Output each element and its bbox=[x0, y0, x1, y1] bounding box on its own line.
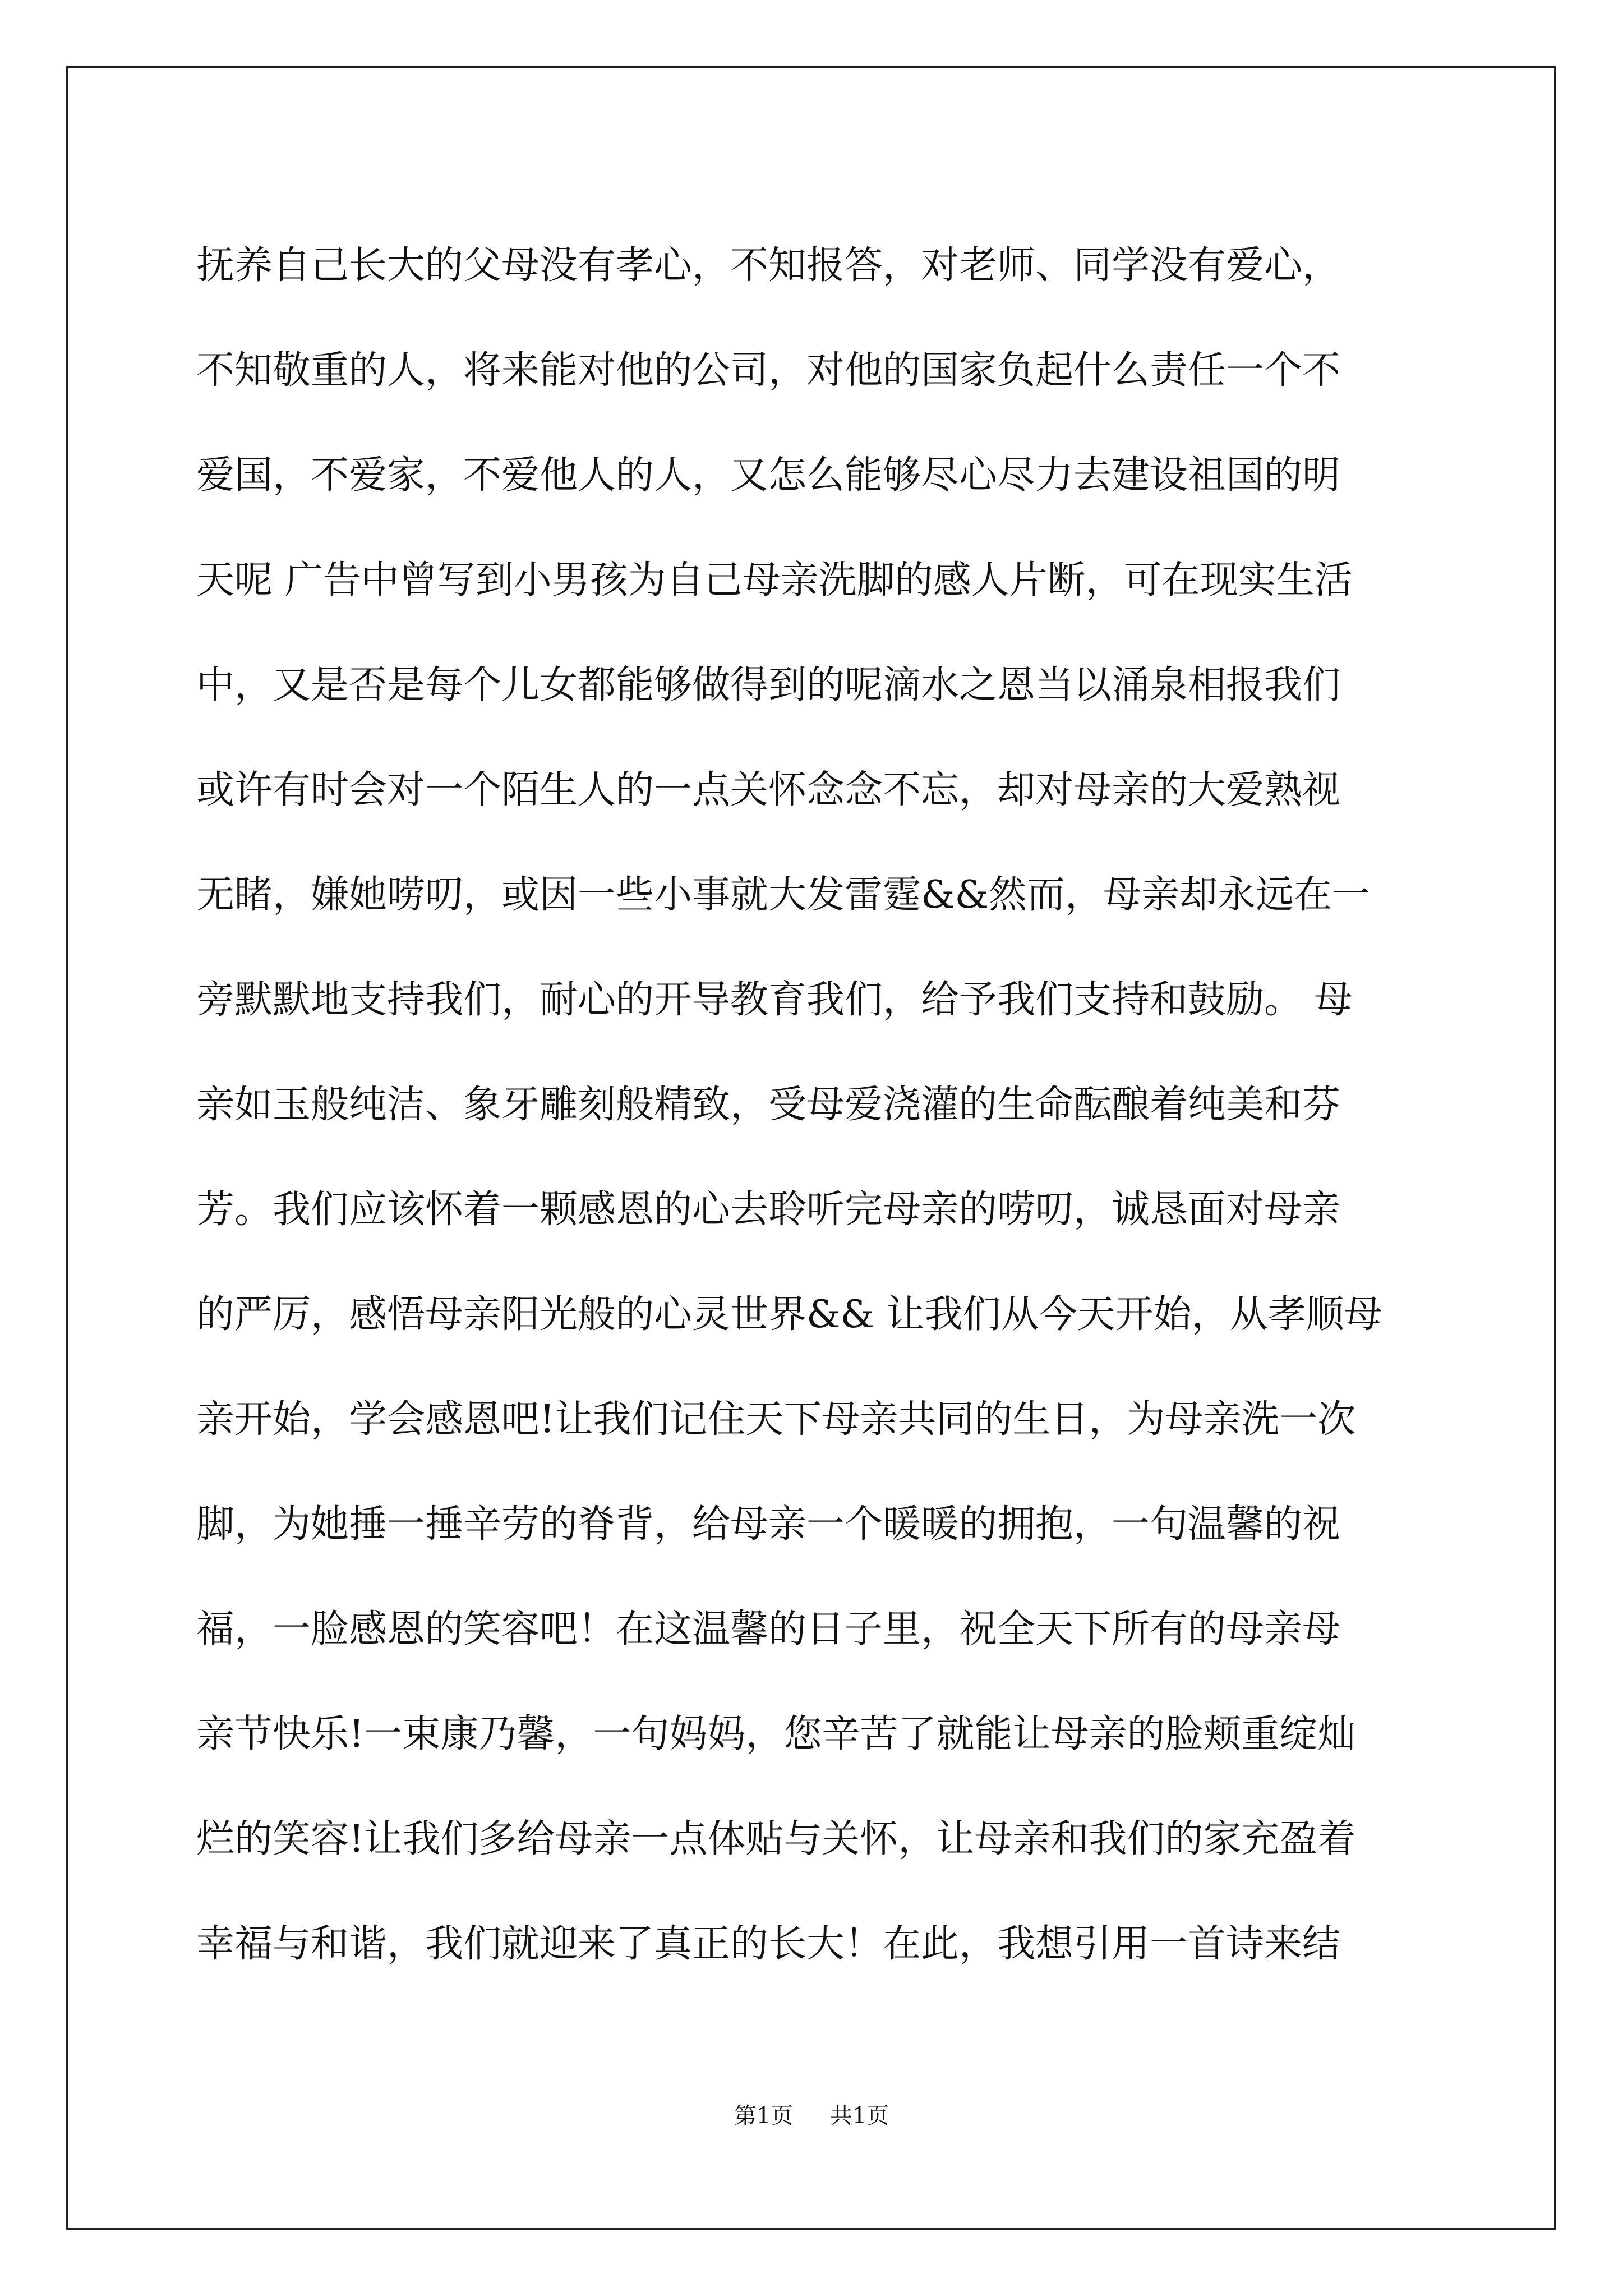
text-line: 亲如玉般纯洁、象牙雕刻般精致，受母爱浇灌的生命酝酿着纯美和芬 bbox=[196, 1083, 1341, 1127]
page-total: 共1页 bbox=[829, 2103, 889, 2129]
text-line: 或许有时会对一个陌生人的一点关怀念念不忘，却对母亲的大爱熟视 bbox=[196, 768, 1341, 812]
text-line: 抚养自己长大的父母没有孝心，不知报答，对老师、同学没有爱心， bbox=[196, 243, 1341, 288]
text-line: 爱国，不爱家，不爱他人的人，又怎么能够尽心尽力去建设祖国的明 bbox=[196, 453, 1341, 498]
text-line: 亲开始，学会感恩吧!让我们记住天下母亲共同的生日，为母亲洗一次 bbox=[196, 1397, 1356, 1442]
text-line: 无睹，嫌她唠叨，或因一些小事就大发雷霆&&然而，母亲却永远在一 bbox=[196, 873, 1371, 917]
text-line: 芳。我们应该怀着一颗感恩的心去聆听完母亲的唠叨，诚恳面对母亲 bbox=[196, 1188, 1341, 1232]
text-line: 旁默默地支持我们，耐心的开导教育我们，给予我们支持和鼓励。 母 bbox=[196, 978, 1353, 1022]
text-line: 不知敬重的人，将来能对他的公司，对他的国家负起什么责任一个不 bbox=[196, 348, 1341, 393]
text-line: 的严厉，感悟母亲阳光般的心灵世界&& 让我们从今天开始，从孝顺母 bbox=[196, 1292, 1382, 1337]
text-line: 福，一脸感恩的笑容吧！在这温馨的日子里，祝全天下所有的母亲母 bbox=[196, 1607, 1341, 1651]
text-line: 幸福与和谐，我们就迎来了真正的长大！在此，我想引用一首诗来结 bbox=[196, 1922, 1341, 1966]
page-number: 第1页 bbox=[734, 2103, 794, 2129]
text-line: 脚，为她捶一捶辛劳的脊背，给母亲一个暖暖的拥抱，一句温馨的祝 bbox=[196, 1502, 1341, 1547]
document-body bbox=[196, 213, 1430, 1996]
text-line: 亲节快乐!一束康乃馨，一句妈妈，您辛苦了就能让母亲的脸颊重绽灿 bbox=[196, 1712, 1356, 1756]
page-footer bbox=[0, 2098, 1623, 2130]
text-line: 烂的笑容!让我们多给母亲一点体贴与关怀，让母亲和我们的家充盈着 bbox=[196, 1817, 1356, 1861]
text-line: 中，又是否是每个儿女都能够做得到的呢滴水之恩当以涌泉相报我们 bbox=[196, 663, 1341, 707]
text-line: 天呢 广告中曾写到小男孩为自己母亲洗脚的感人片断，可在现实生活 bbox=[196, 558, 1353, 602]
